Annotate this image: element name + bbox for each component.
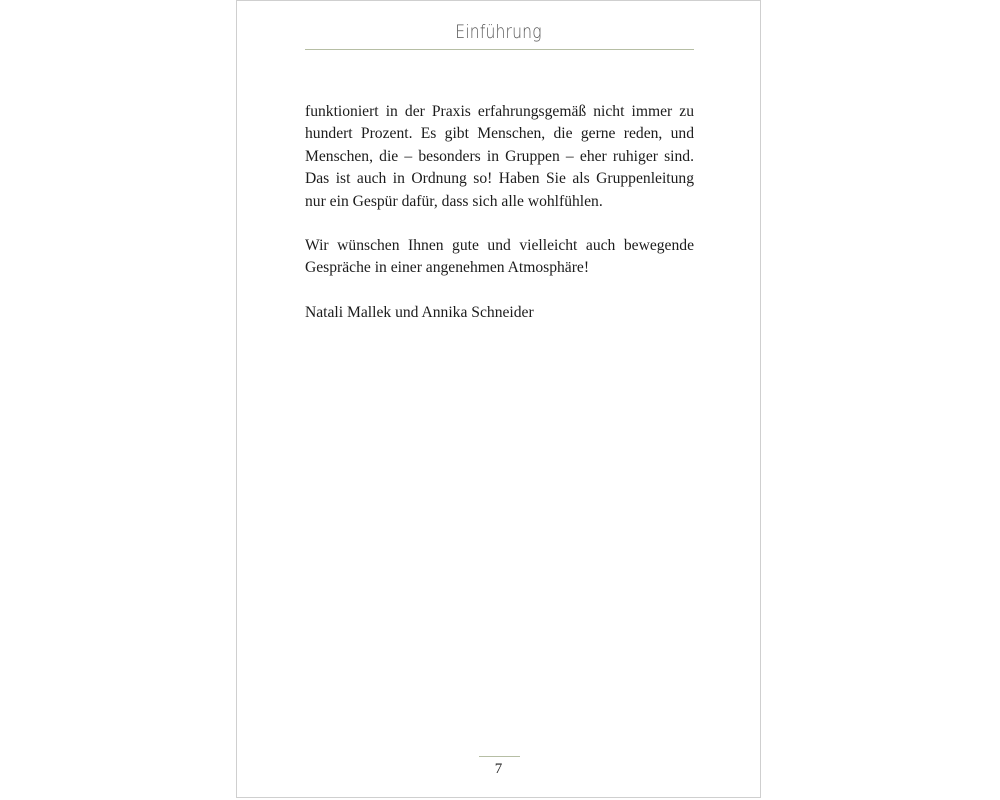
page-number: 7 bbox=[494, 761, 503, 777]
footer-rule bbox=[479, 756, 520, 757]
author-signature: Natali Mallek und Annika Schneider bbox=[305, 303, 534, 321]
document-page bbox=[236, 0, 761, 798]
header-rule bbox=[305, 49, 694, 50]
body-text bbox=[305, 101, 694, 346]
paragraph: Wir wünschen Ihnen gute und vielleicht auch bewegende Gespräche in einer angenehmen Atmosphäre! bbox=[305, 237, 694, 277]
chapter-title: Einführung bbox=[455, 21, 542, 43]
paragraph: funktioniert in der Praxis erfahrungsgemäß nicht immer zu hundert Prozent. Es gibt Menschen, die gerne reden, und Menschen, die – besonders in Gruppen – eher ruhiger sind. Das ist auch in Ordnung so! Haben Sie als Gruppenleitung nur ein Gespür dafür, dass sich alle wohlfühlen. bbox=[305, 103, 694, 210]
